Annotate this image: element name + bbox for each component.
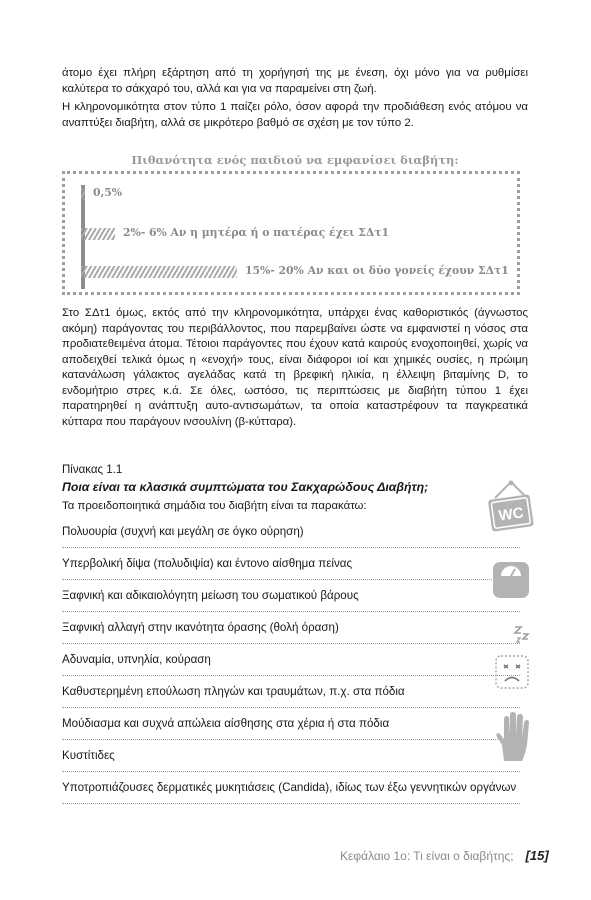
bathroom-scale-icon [491, 560, 531, 600]
table-label: Πίνακας 1.1 [62, 464, 123, 476]
chapter-title: Κεφάλαιο 1ο: Τι είναι ο διαβήτης; [340, 849, 514, 863]
probability-chart [62, 171, 520, 295]
symptom-row [62, 644, 520, 676]
sad-face-icon [494, 654, 530, 690]
paragraph-2: Η κληρονομικότητα στον τύπο 1 παίζει ρόλο, όσον αφορά την προδιάθεση ενός ατόμου να αναπτύξει διαβήτη, αλλά σε μικρότερο βαθμό σε σχέση με τον τύπο 2. [62, 101, 528, 129]
symptom-row [62, 548, 520, 580]
symptom-row [62, 516, 520, 548]
paragraph-3: Στο ΣΔτ1 όμως, εκτός από την κληρονομικότητα, υπάρχει ένας καθοριστικός (άγνωστος ακόμη) παράγοντας του περιβάλλοντος, που παρεμβαίνει ώστε να εμφανιστεί η νόσος στα προδιατεθειμένα άτομα. Τέτοιοι παράγοντες που έχουν κατά καιρούς ενοχοποιηθεί, χωρίς να αποδειχθεί τελικά όμως η «ενοχή» τους, είναι διάφοροι ιοί και χημικές ουσίες, η πρώιμη κατανάλωση γάλακτος αγελάδας κατά τη βρεφική ηλικία, η έλλειψη βιταμίνης D, το ενδομήτριο στρες κ.ά. Σε όλες, ωστόσο, τις περιπτώσεις με διαβήτη τύπου 1 έχει παρατηρηθεί η ανάπτυξη αυτο-αντισωμάτων, τα οποία καταστρέφουν τα παγκρεατικά κύτταρα που παράγουν ινσουλίνη (β-κύτταρα). [62, 307, 528, 428]
chart-bar [81, 266, 237, 278]
symptom-row [62, 676, 520, 708]
symptom-text: Υποτροπιάζουσες δερματικές μυκητιάσεις (Candida), ιδίως των έξω γεννητικών οργάνων [62, 781, 517, 794]
symptom-text: Κυστίτιδες [62, 749, 115, 762]
wc-sign-icon [487, 480, 535, 532]
symptom-text: Υπερβολική δίψα (πολυδιψία) και έντονο αίσθημα πείνας [62, 557, 353, 570]
table-intro: Τα προειδοποιητικά σημάδια του διαβήτη είναι τα παρακάτω: [62, 500, 367, 512]
chart-title: Πιθανότητα ενός παιδιού να εμφανίσει διαβήτη: [131, 153, 459, 167]
symptom-text: Μούδιασμα και συχνά απώλεια αίσθησης στα χέρια ή στα πόδια [62, 717, 390, 730]
symptom-row [62, 612, 520, 644]
page-number: [15] [525, 848, 549, 863]
paragraph-1: άτομο έχει πλήρη εξάρτηση από τη χορήγησή της με ένεση, όχι μόνο για να ρυθμίσει καλύτερα το σάκχαρό του, αλλά και για να παραμείνει στη ζωή. [62, 67, 528, 95]
symptom-row [62, 772, 520, 804]
symptom-text: Καθυστερημένη επούλωση πληγών και τραυμάτων, π.χ. στα πόδια [62, 685, 405, 698]
chart-bar-label: 0,5% [93, 186, 123, 199]
sleep-zzz-icon [513, 624, 533, 644]
wc-text: WC [497, 504, 525, 525]
chart-bar [81, 228, 115, 240]
symptom-row [62, 708, 520, 740]
table-title: Ποια είναι τα κλασικά συμπτώματα του Σακχαρώδους Διαβήτη; [62, 480, 429, 494]
symptom-text: Πολυουρία (συχνή και μεγάλη σε όγκο ούρηση) [62, 525, 304, 538]
chart-bar-label: 15%- 20% Αν και οι δύο γονείς έχουν ΣΔτ1 [245, 264, 509, 277]
chart-bar [81, 188, 85, 200]
symptom-row [62, 580, 520, 612]
page-footer [340, 848, 549, 863]
chart-bar-label: 2%- 6% Αν η μητέρα ή ο πατέρας έχει ΣΔτ1 [123, 226, 390, 239]
symptom-text: Ξαφνική αλλαγή στην ικανότητα όρασης (θολή όραση) [62, 621, 339, 634]
symptom-text: Αδυναμία, υπνηλία, κούραση [62, 653, 211, 666]
hand-icon [494, 711, 532, 765]
symptom-row [62, 740, 520, 772]
symptom-text: Ξαφνική και αδικαιολόγητη μείωση του σωματικού βάρους [62, 589, 359, 602]
